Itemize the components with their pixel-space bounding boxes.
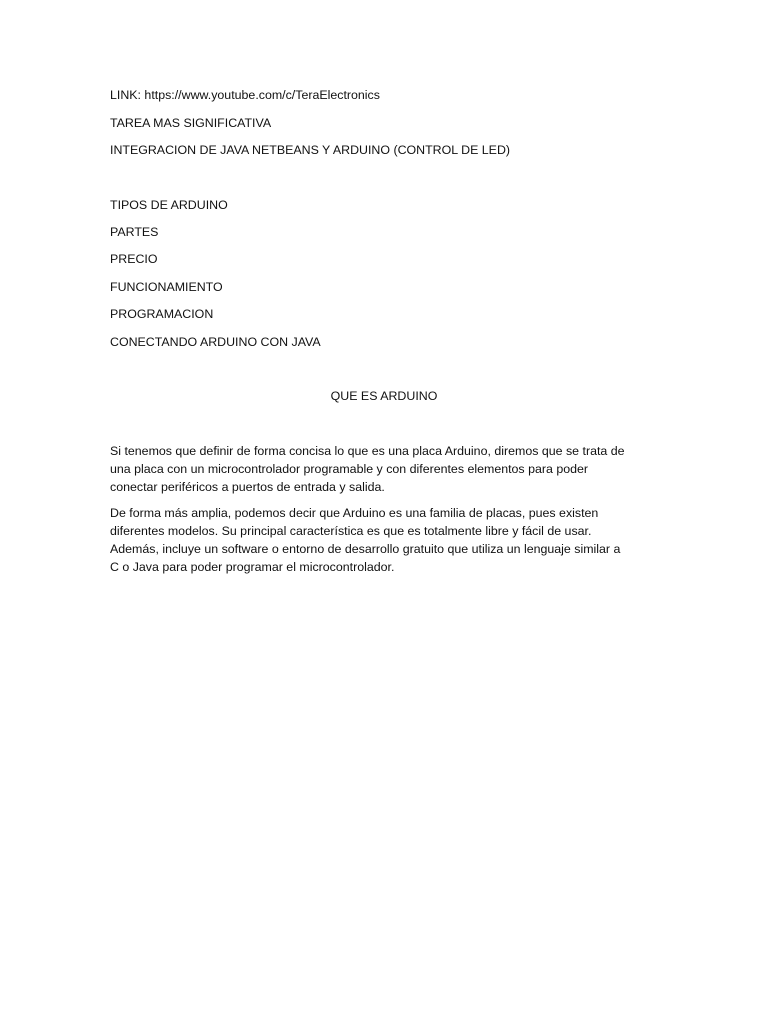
topic-item: PARTES xyxy=(110,225,159,239)
paragraph-2 xyxy=(110,504,655,576)
topic-item: PROGRAMACION xyxy=(110,307,214,321)
topic-item: TIPOS DE ARDUINO xyxy=(110,198,228,212)
paragraph-line: diferentes modelos. Su principal característica es que es totalmente libre y fácil de usar. xyxy=(110,524,592,538)
paragraph-line: conectar periféricos a puertos de entrada y salida. xyxy=(110,480,385,494)
paragraph-line: Además, incluye un software o entorno de desarrollo gratuito que utiliza un lenguaje similar a xyxy=(110,542,621,556)
paragraph-line: C o Java para poder programar el microcontrolador. xyxy=(110,560,395,574)
paragraph-1 xyxy=(110,442,655,496)
project-title: INTEGRACION DE JAVA NETBEANS Y ARDUINO (CONTROL DE LED) xyxy=(110,143,511,157)
section-heading: QUE ES ARDUINO xyxy=(330,389,438,403)
task-title: TAREA MAS SIGNIFICATIVA xyxy=(110,116,272,130)
topic-item: CONECTANDO ARDUINO CON JAVA xyxy=(110,335,321,349)
paragraph-line: De forma más amplia, podemos decir que Arduino es una familia de placas, pues existen xyxy=(110,506,599,520)
topic-item: FUNCIONAMIENTO xyxy=(110,280,223,294)
paragraph-line: una placa con un microcontrolador programable y con diferentes elementos para poder xyxy=(110,462,589,476)
topic-item: PRECIO xyxy=(110,252,158,266)
link-line: LINK: https://www.youtube.com/c/TeraElectronics xyxy=(110,88,380,102)
paragraph-line: Si tenemos que definir de forma concisa lo que es una placa Arduino, diremos que se trata de xyxy=(110,444,625,458)
